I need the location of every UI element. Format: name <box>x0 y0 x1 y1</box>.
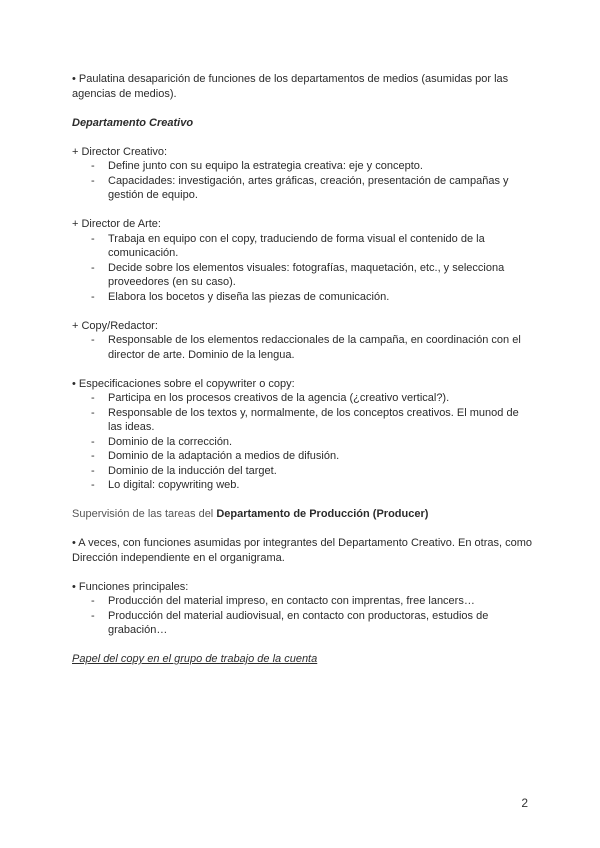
funciones-list <box>72 594 532 638</box>
supervision-prefix: Supervisión de las tareas del <box>72 508 217 520</box>
director-arte-list <box>72 232 532 305</box>
intro-paragraph: • Paulatina desaparición de funciones de los departamentos de medios (asumidas por las agencias de medios). <box>72 73 509 100</box>
director-arte-title: + Director de Arte: <box>72 218 161 230</box>
list-item: - Elabora los bocetos y diseña las piezas de comunicación. <box>72 290 532 305</box>
list-item: - Trabaja en equipo con el copy, traduciendo de forma visual el contenido de la comunicación. <box>72 232 532 261</box>
list-item: - Responsable de los elementos redaccionales de la campaña, en coordinación con el director de arte. Dominio de la lengua. <box>72 333 532 362</box>
list-item: - Participa en los procesos creativos de la agencia (¿creativo vertical?). <box>72 391 532 406</box>
list-item: - Decide sobre los elementos visuales: fotografías, maquetación, etc., y selecciona proveedores (en su caso). <box>72 261 532 290</box>
list-item: - Define junto con su equipo la estrategia creativa: eje y concepto. <box>72 159 532 174</box>
list-item: - Producción del material audiovisual, en contacto con productoras, estudios de grabación… <box>72 609 532 638</box>
list-item: - Dominio de la inducción del target. <box>72 464 532 479</box>
especificaciones-list <box>72 391 532 493</box>
aveces-paragraph: • A veces, con funciones asumidas por integrantes del Departamento Creativo. En otras, como Dirección independiente en el organigrama. <box>72 537 532 564</box>
page-number: 2 <box>521 796 528 810</box>
director-creativo-list <box>72 159 532 203</box>
list-item: - Responsable de los textos y, normalmente, de los conceptos creativos. El munod de las ideas. <box>72 406 532 435</box>
especificaciones-title: • Especificaciones sobre el copywriter o copy: <box>72 377 295 390</box>
section-heading-creativo: Departamento Creativo <box>72 116 194 129</box>
copy-title: + Copy/Redactor: <box>72 319 158 332</box>
list-item: - Lo digital: copywriting web. <box>72 478 532 493</box>
papel-copy-link[interactable]: Papel del copy en el grupo de trabajo de la cuenta <box>72 653 318 665</box>
list-item: - Producción del material impreso, en contacto con imprentas, free lancers… <box>72 594 532 609</box>
supervision-heading <box>72 507 532 522</box>
copy-list <box>72 333 532 362</box>
director-creativo-title: + Director Creativo: <box>72 145 168 158</box>
list-item: - Capacidades: investigación, artes gráficas, creación, presentación de campañas y gestión de equipo. <box>72 174 532 203</box>
document-body <box>72 72 532 667</box>
supervision-bold: Departamento de Producción (Producer) <box>216 508 429 520</box>
funciones-title: • Funciones principales: <box>72 580 189 593</box>
list-item: - Dominio de la corrección. <box>72 435 532 450</box>
list-item: - Dominio de la adaptación a medios de difusión. <box>72 449 532 464</box>
